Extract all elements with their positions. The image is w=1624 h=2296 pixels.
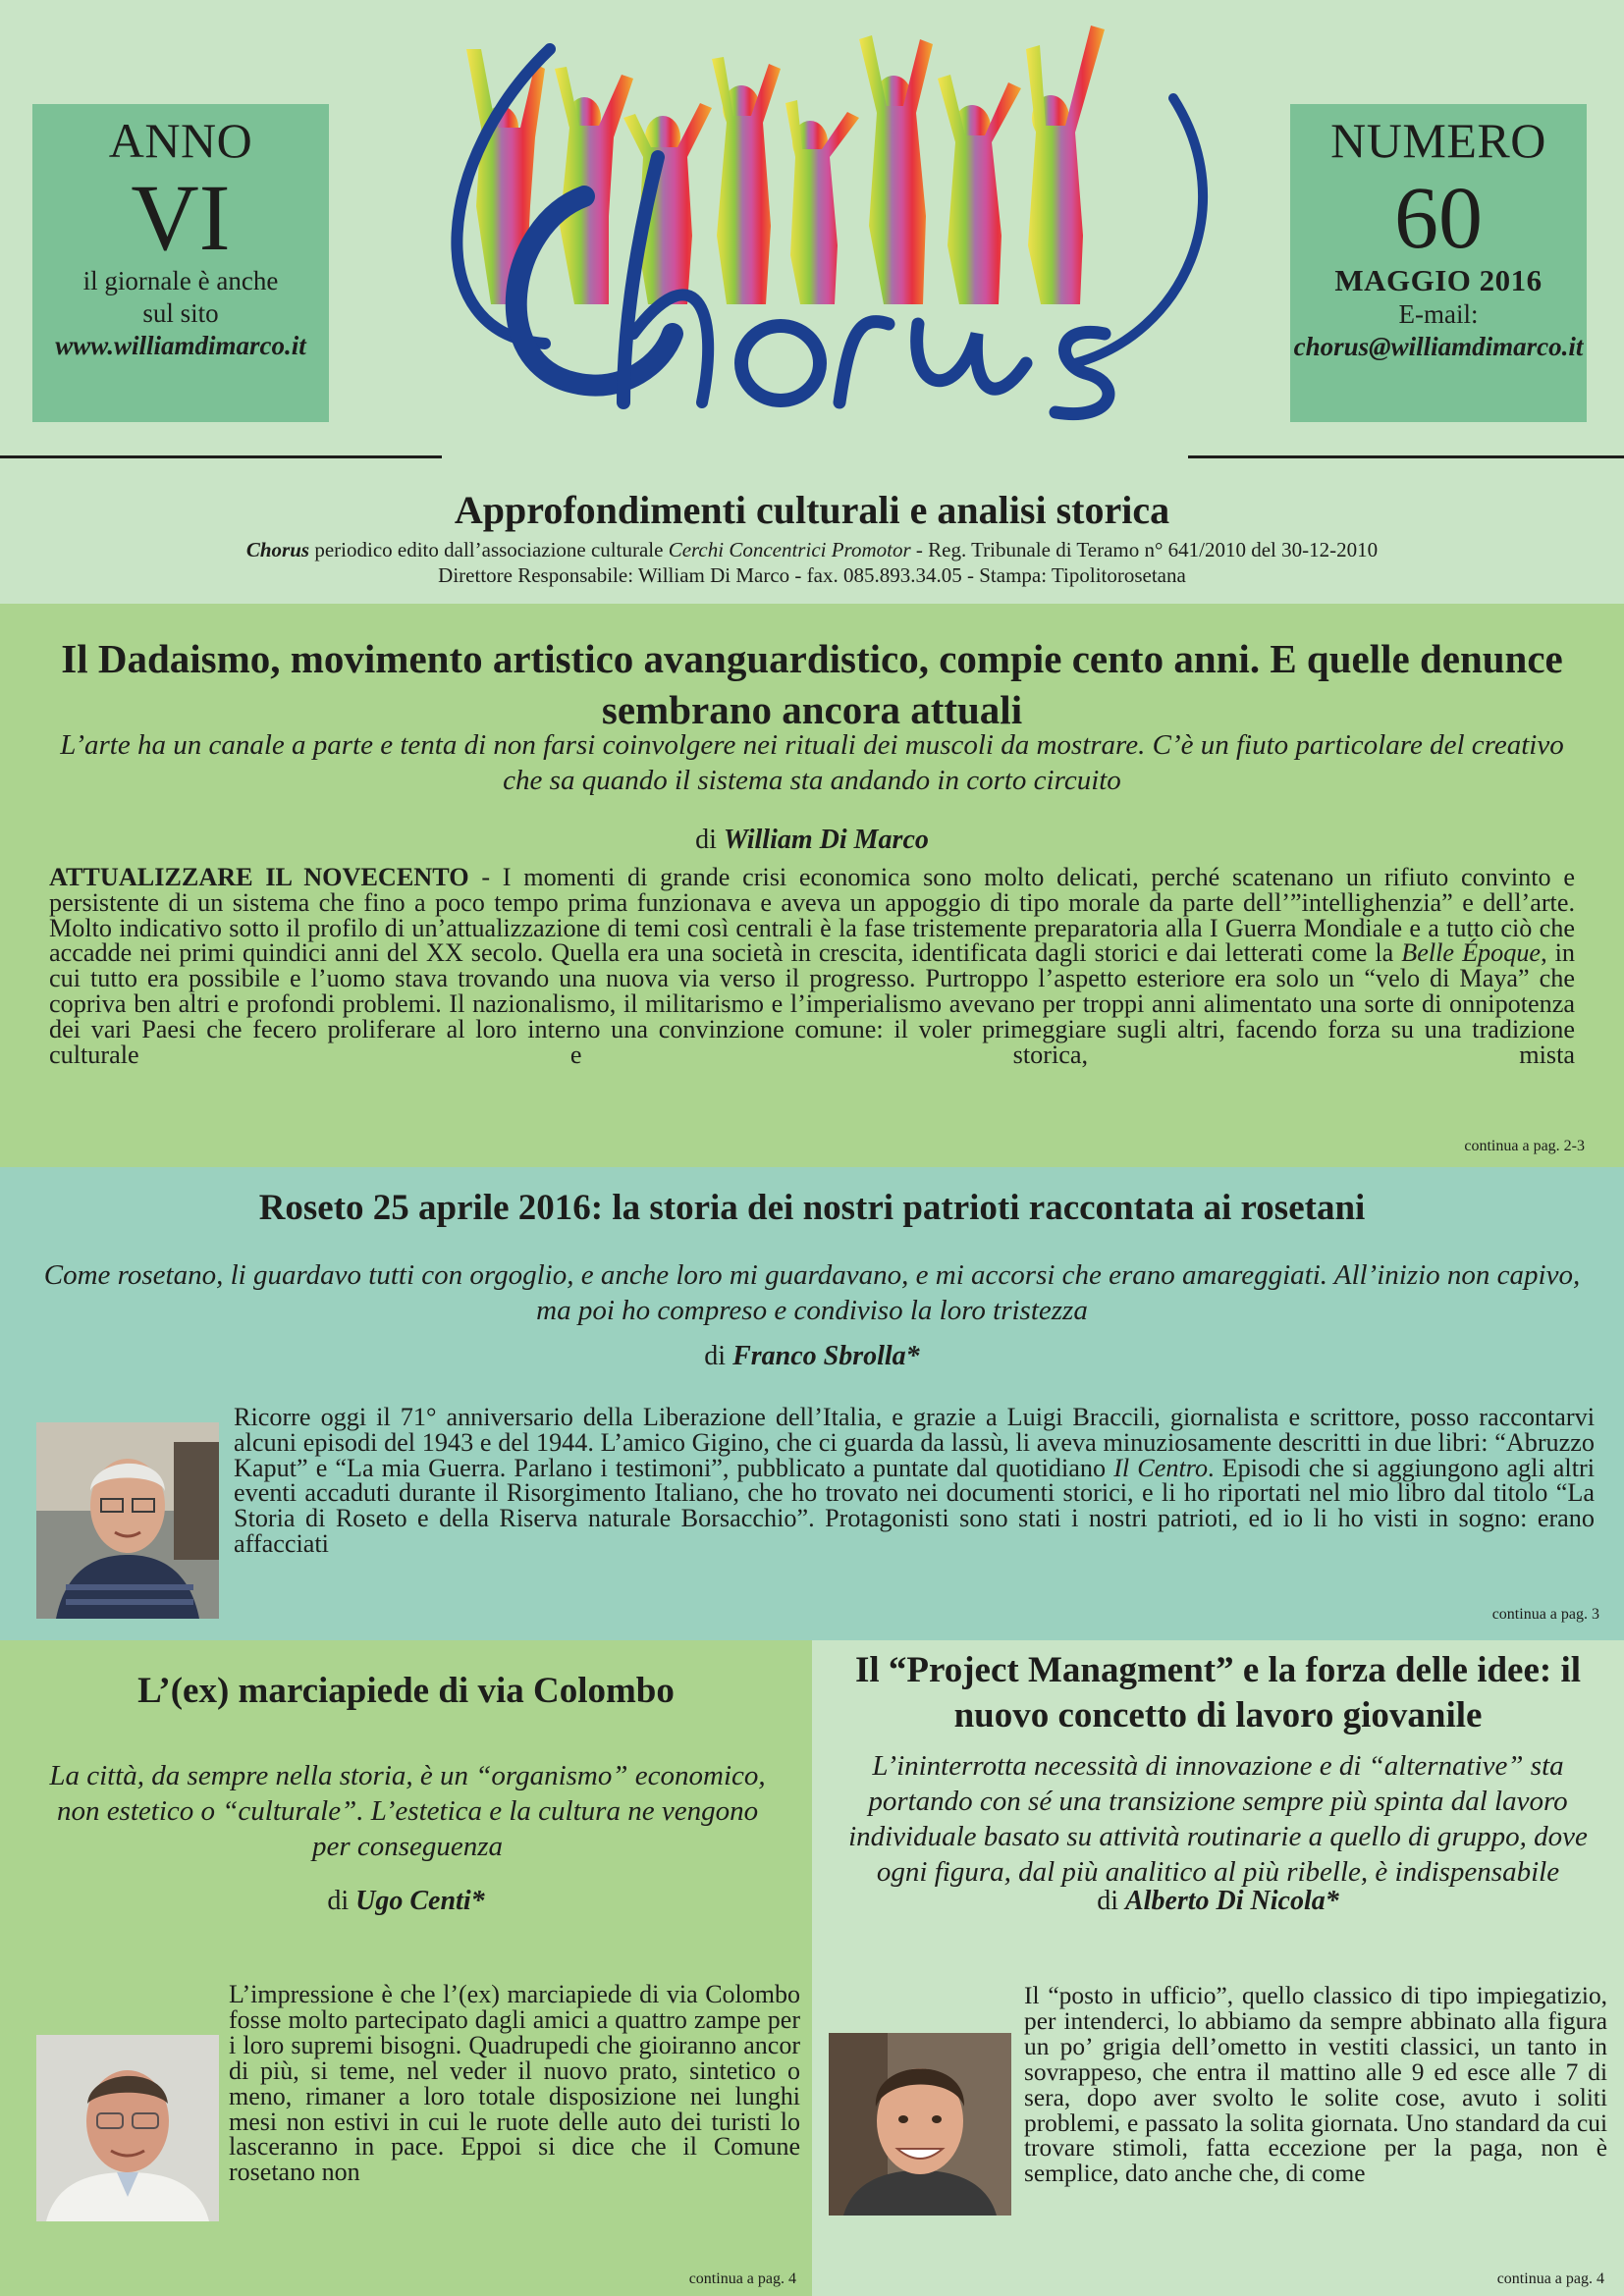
imprint-line-2: Direttore Responsabile: William Di Marco - fax. 085.893.34.05 - Stampa: Tipolitorosetana (438, 563, 1186, 587)
article-byline (0, 1341, 1624, 1372)
imprint-text-b: - Reg. Tribunale di Teramo n° 641/2010 del 30-12-2010 (910, 538, 1379, 561)
continued-link[interactable]: continua a pag. 4 (1496, 2270, 1604, 2287)
body-text: Il “posto in ufficio”, quello classico di tipo impiegatizio, per intenderci, lo abbiamo da sempre abbinato alla figura un po’ grigia dell’ometto in vestiti classici, un tanto in sovrappeso, che entra il mattino alle 9 ed esce alle 7 di sera, dopo aver svolto le solite cose, avuto i soliti problemi, e passato la solita giornata. Uno standard da cui trovare stimoli, fatta eccezione per la paga, non è semplice, dato anche che, di come (1024, 1982, 1607, 2188)
author-portrait-icon (36, 1422, 219, 1619)
byline-author: Ugo Centi* (355, 1886, 485, 1916)
body-part-b: . Episodi che si aggiungono agli altri eventi accaduti durante il Risorgimento Italiano, che ho trovato nei documenti storici, e li ho riportati nel mio libro dal titolo “La Storia di Roseto e della Riserva naturale Borsacchio”. Protagonisti sono stati i nostri patrioti, ed io li ho visti in sogno: erano affacciati (234, 1453, 1595, 1558)
author-portrait-icon (829, 2033, 1011, 2216)
issue-label: NUMERO (1330, 113, 1546, 168)
article-lead: Come rosetano, li guardavo tutti con orgoglio, e anche loro mi guardavano, e mi accorsi che erano amareggiati. All’inizio non capivo, ma poi ho compreso e condiviso la loro tristezza (43, 1259, 1581, 1326)
chorus-logo (398, 10, 1232, 471)
issue-box (1290, 104, 1587, 422)
article-lead: L’arte ha un canale a parte e tenta di non farsi coinvolgere nei rituali dei muscoli da mostrare. C’è un fiuto particolare del creativo che sa quando il sistema sta andando in corto circuito (60, 729, 1564, 796)
imprint-line-1 (0, 537, 1624, 562)
article-project-management (812, 1640, 1624, 2296)
byline-prefix: di (695, 825, 724, 855)
article-lead: L’ininterrotta necessità di innovazione e di “alternative” sta portando con sé una transizione sempre più spinta dal lavoro individuale basato su attività routinarie a quello di gruppo, dove ogni figura, dal più analitico al più ribelle, è indispensabile (848, 1750, 1588, 1888)
year-label: ANNO (108, 113, 253, 168)
article-body (234, 1405, 1595, 1557)
imprint-text-a: periodico edito dall’associazione culturale (309, 538, 669, 561)
article-dadaismo (0, 604, 1624, 1167)
byline-author: Franco Sbrolla* (732, 1341, 920, 1371)
imprint-association: Cerchi Concentrici Promotor (668, 538, 911, 561)
byline-author: Alberto Di Nicola* (1125, 1886, 1339, 1916)
issue-number: 60 (1394, 170, 1483, 267)
body-emphasis: Belle Époque (1401, 938, 1542, 968)
article-body (49, 865, 1575, 1067)
site-note-line1: il giornale è anche (82, 266, 279, 295)
masthead (0, 0, 1624, 604)
site-note-line2: sul sito (142, 298, 219, 328)
dancing-figures-icon (466, 26, 1105, 304)
article-title: Roseto 25 aprile 2016: la storia dei nostri patrioti raccontata ai rosetani (258, 1188, 1366, 1228)
imprint-paper-name: Chorus (245, 538, 310, 561)
article-roseto-25-aprile (0, 1167, 1624, 1640)
body-part-a: - I momenti di grande crisi economica sono molto delicati, perché scatenano un rifiuto convinto e persistente di un sistema che fino a poco tempo prima funzionava e aveva un appoggio di tipo morale da parte dell’”intellighenzia” e dell’arte. Molto indicativo sotto il profilo di un’attualizzazione di temi così centrali è la fase tristemente preparatoria alla I Guerra Mondiale e a tutto ciò che accadde nei primi quindici anni del XX secolo. Quella era una società in crescita, identificata dagli storici e dai letterati come la (49, 863, 1575, 968)
body-emphasis: Il Centro (1113, 1453, 1209, 1482)
byline-prefix: di (1097, 1886, 1125, 1916)
article-title: Il “Project Managment” e la forza delle idee: il nuovo concetto di lavoro giovanile (854, 1650, 1582, 1735)
article-byline (0, 1886, 812, 1917)
article-marciapiede (0, 1640, 812, 2296)
body-text: L’impressione è che l’(ex) marciapiede di via Colombo fosse molto partecipato dagli amici a quattro zampe per i loro supremi bisogni. Quadrupedi che gioiranno ancor di più, si teme, nel veder il nuovo prato, sintetico o meno, rimaner a loro totale disposizione nei lunghi mesi non estivi in cui le ruote delle auto dei turisti lo lasceranno in pace. Eppoi si dice che il Comune rosetano non (229, 1980, 800, 2187)
author-portrait-icon (36, 2035, 219, 2221)
article-lead: La città, da sempre nella storia, è un “organismo” economico, non estetico o “culturale”. L’estetica e la cultura ne vengono per conseguenza (49, 1760, 766, 1862)
email-label: E-mail: (1398, 299, 1479, 329)
continued-link[interactable]: continua a pag. 4 (688, 2270, 796, 2287)
email-link[interactable]: chorus@williamdimarco.it (1293, 332, 1584, 361)
year-roman: VI (131, 165, 231, 270)
article-title: Il Dadaismo, movimento artistico avanguardistico, compie cento anni. E quelle denunce sembrano ancora attuali (61, 636, 1563, 732)
masthead-rule-left (0, 455, 442, 458)
body-part-a: Ricorre oggi il 71° anniversario della Liberazione dell’Italia, e grazie a Luigi Braccili, giornalista e scrittore, posso raccontarvi alcuni episodi del 1943 e del 1944. L’amico Gigino, che ci guarda da lassù, li aveva minuziosamente descritti in due libri: “Abruzzo Kaput” e “La mia Guerra. Parlano i testimoni”, pubblicato a puntate dal quotidiano (234, 1403, 1595, 1482)
issue-date: MAGGIO 2016 (1334, 263, 1543, 297)
byline-author: William Di Marco (723, 825, 929, 855)
article-byline (812, 1886, 1624, 1917)
continued-link[interactable]: continua a pag. 3 (1491, 1606, 1599, 1623)
byline-prefix: di (327, 1886, 356, 1916)
continued-link[interactable]: continua a pag. 2-3 (1464, 1138, 1585, 1154)
masthead-rule-right (1188, 455, 1624, 458)
author-photo (36, 1422, 219, 1619)
article-title: L’(ex) marciapiede di via Colombo (137, 1671, 675, 1711)
article-byline (0, 825, 1624, 856)
author-photo (36, 2035, 219, 2221)
paper-subtitle: Approfondimenti culturali e analisi storica (454, 488, 1170, 532)
author-photo (829, 2033, 1011, 2216)
website-link[interactable]: www.williamdimarco.it (55, 331, 306, 360)
body-part-b: , in cui tutto era possibile e l’uomo stava trovando una nuova via verso il progresso. Purtroppo l’aspetto esteriore era solo un “velo di Maya” che copriva ben altri e profondi problemi. Il nazionalismo, il militarismo e l’imperialismo avevano per troppi anni alimentato una sorte di onnipotenza dei vari Paesi che fecero proliferare al loro interno una convinzione comune: il voler primeggiare sugli altri, facendo forza su una tradizione culturale e storica, mista (49, 938, 1575, 1069)
year-box (32, 104, 329, 422)
article-kicker: ATTUALIZZARE IL NOVECENTO (49, 863, 469, 891)
byline-prefix: di (704, 1341, 733, 1371)
